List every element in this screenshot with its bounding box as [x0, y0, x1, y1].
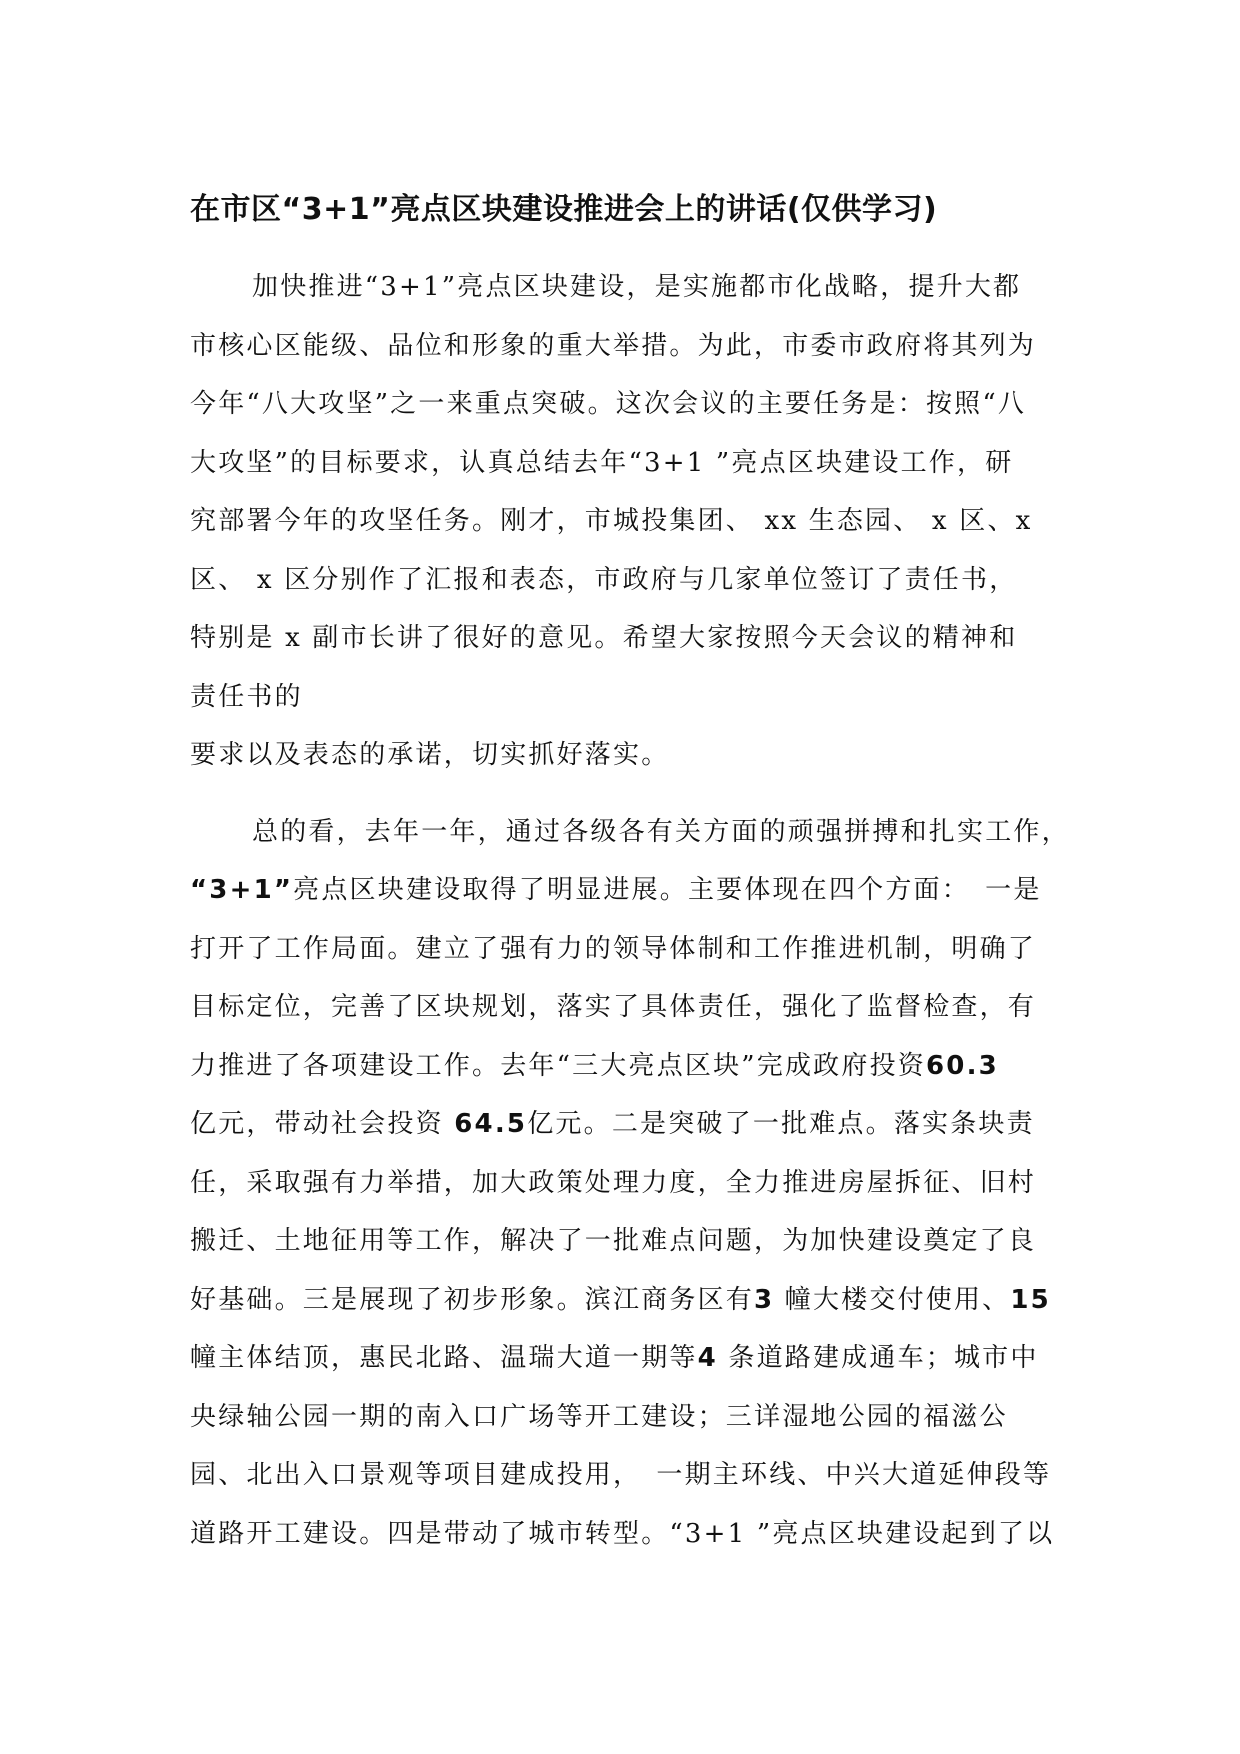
paragraph-2-line: 央绿轴公园一期的南入口广场等开工建设；三详湿地公园的福滋公: [190, 1401, 1008, 1432]
bold-number: 3: [754, 1284, 775, 1315]
paragraph-1-line: 要求以及表态的承诺，切实抓好落实。: [190, 740, 670, 770]
line-text: 幢大楼交付使用、: [774, 1284, 1011, 1315]
bold-term: “3+1”: [190, 875, 294, 905]
document-title: 在市区“3+1”亮点区块建设推进会上的讲话(仅供学习): [190, 192, 938, 227]
paragraph-2-line: [190, 1271, 1060, 1330]
paragraph-2-line: [190, 1095, 1060, 1154]
paragraph-1-line: 加快推进“3+1”亮点区块建设，是实施都市化战略，提升大都: [252, 272, 1022, 302]
paragraph-1-line: 究部署今年的攻坚任务。刚才，市城投集团、 xx 生态园、 x 区、x: [190, 506, 1033, 536]
line-text: 亿元。二是突破了一批难点。落实条块责: [527, 1109, 1035, 1139]
line-text: 好基础。三是展现了初步形象。滨江商务区有: [190, 1284, 755, 1315]
paragraph-1-line: 市核心区能级、品位和形象的重大举措。为此，市委市政府将其列为: [190, 330, 1037, 361]
paragraph-2-line: 任，采取强有力举措，加大政策处理力度，全力推进房屋拆征、旧村: [190, 1167, 1037, 1198]
line-text: 亮点区块建设取得了明显进展。主要体现在四个方面： 一是: [293, 875, 1042, 905]
paragraph-1-line: 大攻坚”的目标要求，认真总结去年“3+1 ”亮点区块建设工作，研: [190, 447, 1014, 478]
paragraph-1-line: 今年“八大攻坚”之一来重点突破。这次会议的主要任务是：按照“八: [190, 389, 1027, 419]
paragraph-2-line: [190, 1037, 1060, 1096]
paragraph-1-line: 特别是 x 副市长讲了很好的意见。希望大家按照今天会议的精神和: [190, 623, 1018, 653]
document-body: [190, 258, 1070, 1563]
paragraph-2-line: 打开了工作局面。建立了强有力的领导体制和工作推进机制，明确了: [190, 933, 1037, 964]
paragraph-2-line: [190, 861, 1060, 920]
paragraph-2-line: 道路开工建设。四是带动了城市转型。“3+1 ”亮点区块建设起到了以: [190, 1518, 1055, 1549]
paragraph-1-line: 责任书的: [190, 681, 303, 712]
line-text: 条道路建成通车；城市中: [717, 1343, 1039, 1373]
paragraph-1-line: 区、 x 区分别作了汇报和表态，市政府与几家单位签订了责任书，: [190, 564, 1018, 595]
bold-number: 4: [697, 1343, 718, 1373]
bold-number: 64.5: [454, 1109, 528, 1139]
line-text: 力推进了各项建设工作。去年“三大亮点区块”完成政府投资: [190, 1050, 926, 1081]
line-text: 幢主体结顶，惠民北路、温瑞大道一期等: [190, 1343, 698, 1373]
paragraph-2-line: 总的看，去年一年，通过各级各有关方面的顽强拼搏和扎实工作，: [252, 816, 1070, 847]
paragraph-2-line: [190, 1329, 1060, 1388]
paragraph-2-line: 园、北出入口景观等项目建成投用， 一期主环线、中兴大道延伸段等: [190, 1460, 1052, 1490]
bold-number: 60.3: [926, 1050, 999, 1081]
bold-number: 15: [1010, 1284, 1051, 1315]
line-text: 亿元，带动社会投资: [190, 1109, 455, 1139]
paragraph-2-line: 搬迁、土地征用等工作，解决了一批难点问题，为加快建设奠定了良: [190, 1226, 1037, 1256]
paragraph-2-line: 目标定位，完善了区块规划，落实了具体责任，强化了监督检查，有: [190, 992, 1037, 1022]
